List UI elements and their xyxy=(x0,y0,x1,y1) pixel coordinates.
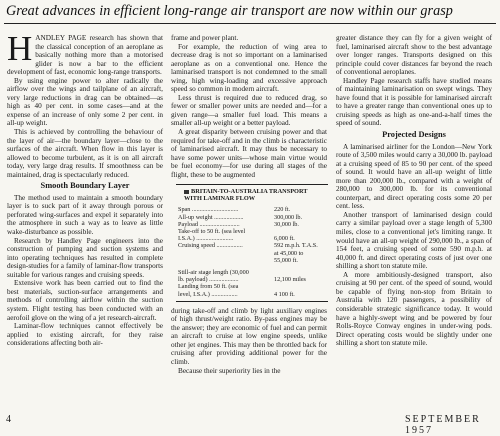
paragraph: greater distance they can fly for a given weight of fuel, laminarised aircraft show to the best advantage over longer ranges. Transports designed on this principle could cover distances far beyond the reach of conventional aeroplanes. xyxy=(336,34,492,77)
table-row xyxy=(178,276,326,283)
table-row xyxy=(178,257,326,264)
page-headline: Great advances in efficient long-range air transport are now within our grasp xyxy=(6,3,453,19)
table-row xyxy=(178,250,326,257)
paragraph: A more ambitiously-designed transport, also cruising at 90 per cent. of the speed of sound, would be capable of flying non-stop from Britain to Australia with 120 passengers, a possibility of considerable strategic significance today. It would have a highly-swept wing and be powered by four Rolls-Royce Conway engines in under-wing pods. Direct operating costs would be slightly under one shilling a short ton statute mile. xyxy=(336,270,492,348)
page-number: 4 xyxy=(6,414,13,425)
paragraph: A great disparity between cruising power and that required for take-off and in the climb is characteristic of laminarised aircraft. It may thus be necessary to have some power units—whose main virtue would be fuel economy—for use during all stages of the flight, these to be augmented xyxy=(171,128,327,179)
table-value: 592 m.p.h. T.A.S. xyxy=(274,242,318,250)
table-row xyxy=(178,235,326,242)
paragraph: Another transport of laminarised design could carry a similar payload over a stage length of 5,300 miles, close to a conventional jet's limiting range. It would have an all-up weight of 290,000 lb., a span of 154 feet, a cruising speed of some 590 m.p.h. at 40,000 ft. and direct operating costs of just over one shilling a short ton statute mile. xyxy=(336,210,492,271)
paragraph: By using engine power to alter radically the airflow over the wings and tailplane of an aircraft, very large reductions in drag can be obtained—as high as 40 per cent. in some cases—and at the expense of an increase of only some 2 per cent. in all-up weight. xyxy=(7,76,163,128)
table-value xyxy=(274,228,326,235)
paragraph: The method used to maintain a smooth boundary layer is to suck part of it away through porous or perforated wing-surfaces and expel it separately into the atmosphere in such a way as to leave as little wake-disturbance as possible. xyxy=(7,193,163,237)
flag-icon xyxy=(184,190,189,194)
article-column-3 xyxy=(336,34,492,348)
table-value: 12,100 miles xyxy=(274,276,306,284)
table-key xyxy=(178,250,264,257)
section-heading: Projected Designs xyxy=(382,130,446,140)
table-key: Still-air stage length (30,000 xyxy=(178,268,249,276)
table-row xyxy=(178,291,326,298)
table-row xyxy=(178,228,326,235)
paragraph: A laminarised airliner for the London—New York route of 3,500 miles would carry a 30,000 lb. payload at a cruising speed of 85 to 90 per cent. of the speed of sound. It would have an all-up weight of little more than 200,000 lb., compared with a weight of 280,000 to 300,000 lb. for its conventional counterpart, and direct operating costs some 20 per cent. less. xyxy=(336,142,492,211)
table-key: Cruising speed ................. xyxy=(178,242,243,250)
table-title xyxy=(184,188,326,202)
table-key xyxy=(178,257,264,264)
table-key: lb. payload) ................... xyxy=(178,276,239,284)
intro-text: ANDLEY PAGE research has shown that the classical conception of an aeroplane as basically nothing more than a motorised glider is now a bar to the efficient development of fast, economic long-range transports. xyxy=(7,34,163,77)
table-row xyxy=(178,214,326,221)
paragraph: For example, the reduction of wing area to decrease drag is not so important on a laminarised aeroplane as on a conventional one. Hence the laminarised transport is not condemned to the small wing, high wing-loading and excessive approach speed so common in modern aircraft. xyxy=(171,42,327,94)
drop-cap: H xyxy=(7,29,33,68)
intro-paragraph xyxy=(7,29,163,77)
paragraph: Less thrust is required due to reduced drag, so fewer or smaller power units are needed and—for a given range—a smaller fuel load. This means a smaller all-up weight or a better payload. xyxy=(171,93,327,128)
table-key: Take-off to 50 ft. (sea level xyxy=(178,227,246,235)
paragraph: Research by Handley Page engineers into the construction of pumping and suction systems and into operating techniques has resulted in complete design-studies for a family of laminar-flow transports suitable for various ranges and cruising speeds. xyxy=(7,236,163,279)
article-column-2 xyxy=(171,34,327,375)
table-row xyxy=(178,269,326,276)
table-title-line-2: WITH LAMINAR FLOW xyxy=(184,195,256,203)
paragraph: Handley Page research staffs have studied means of maintaining laminarisation on swept wings. They have found that it is possible for laminarised aircraft to have a greater range than conventional ones up to cruising speeds as high as one-and-a-half times the speed of sound. xyxy=(336,76,492,128)
table-value xyxy=(274,269,326,276)
table-value: at 45,000 to xyxy=(274,249,304,257)
paragraph: frame and power plant. xyxy=(171,34,239,42)
paragraph: Because their superiority lies in the xyxy=(178,366,281,375)
table-value xyxy=(274,283,326,290)
article-column-1 xyxy=(7,29,163,348)
table-title-line-1: BRITAIN-TO-AUSTRALIA TRANSPORT xyxy=(191,188,308,196)
table-value: 55,000 ft. xyxy=(274,256,298,264)
table-value: 6,000 ft. xyxy=(274,235,295,243)
paragraph: Extensive work has been carried out to find the best materials, suction-surface arrangements and methods of controlling airflow within the suction system. Flight testing has been conducted with an aerofoil glove on the wing of a jet research-aircraft. xyxy=(7,279,163,322)
table-row xyxy=(178,283,326,290)
paragraph: during take-off and climb by light auxiliary engines of high thrust/weight ratio. By-pass engines may be the answer; they are economic of fuel and can permit an aircraft to cruise at low engine speeds, unlike other jet engines. This may then be throttled back for cruising after providing additional power for the climb. xyxy=(171,306,327,367)
paragraph: Laminar-flow techniques cannot effectively be applied to existing aircraft, for they raise considerations affecting both air- xyxy=(7,322,163,348)
table-key: Span .............................. xyxy=(178,206,239,214)
table-key: All-up weight ................... xyxy=(178,213,244,221)
section-heading: Smooth Boundary Layer xyxy=(40,181,130,191)
table-value: 30,000 lb. xyxy=(274,220,299,228)
table-row xyxy=(178,206,326,213)
table-value: 300,000 lb. xyxy=(274,213,303,221)
paragraph: This is achieved by controlling the behaviour of the layer of air—the boundary layer—close to the surfaces of the aircraft. When flow in this layer is allowed to become turbulent, as it is on all aircraft today, very large drag results. If smoothness can be maintained, drag is spectacularly reduced. xyxy=(7,128,163,179)
table-value: 220 ft. xyxy=(274,206,291,214)
table-key: Landing from 50 ft. (sea xyxy=(178,283,239,291)
headline-rule xyxy=(4,23,496,24)
specification-table xyxy=(176,184,328,301)
table-value: 4 100 ft. xyxy=(274,290,295,298)
table-row xyxy=(178,221,326,228)
table-row xyxy=(178,242,326,249)
issue-date: SEPTEMBER 1957 xyxy=(405,414,481,436)
table-key: level, I.S.A.) ................. xyxy=(178,290,238,298)
table-key: I.S.A.) ........................ xyxy=(178,235,234,243)
table-key: Payload .......................... xyxy=(178,220,240,228)
